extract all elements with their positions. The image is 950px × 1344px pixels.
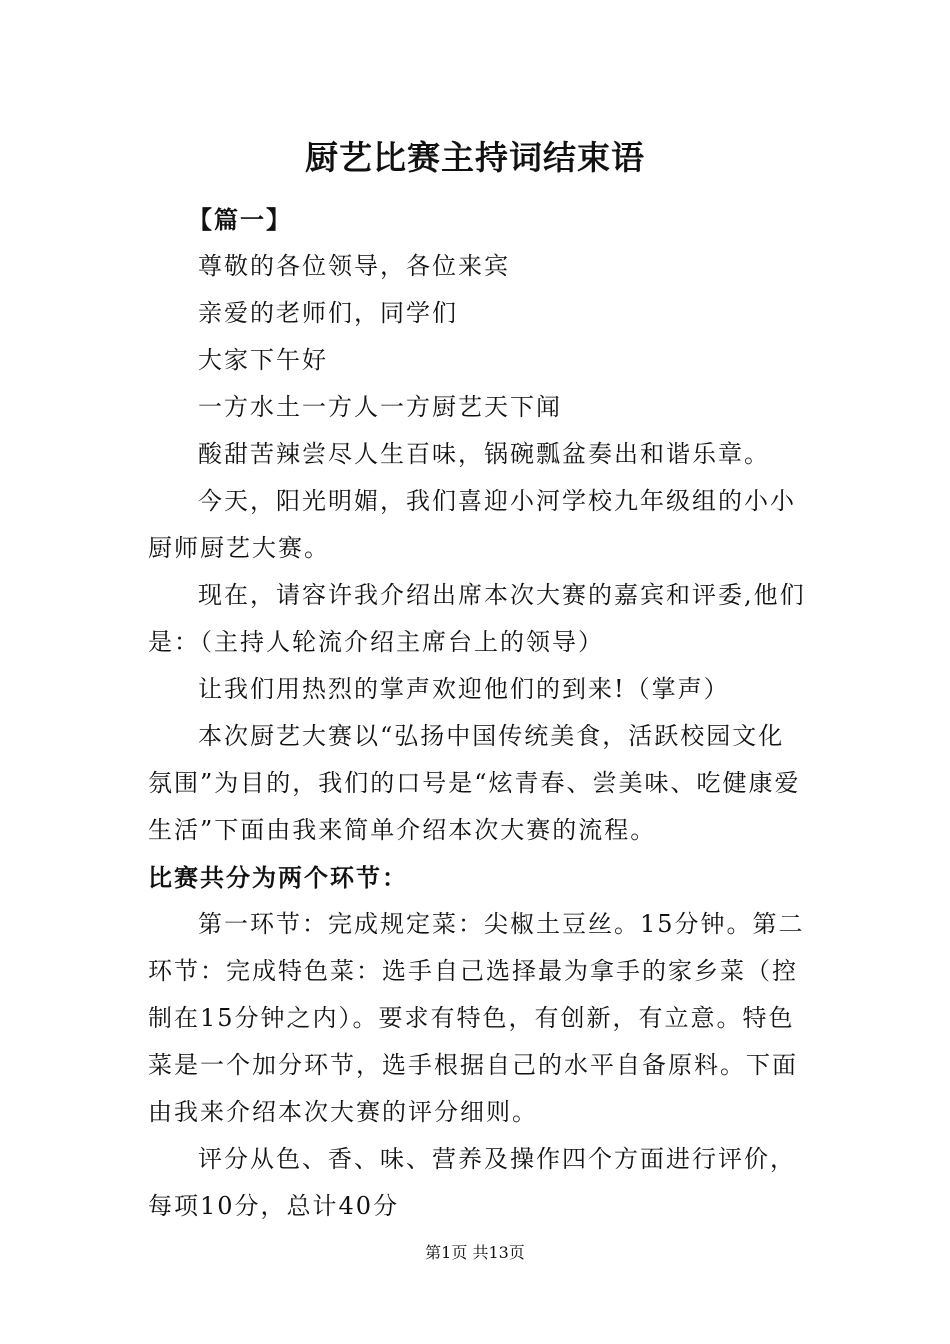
subheading: 比赛共分为两个环节：	[148, 863, 408, 892]
paragraph: 评分从色、香、味、营养及操作四个方面进行评价，每项10分，总计40分	[148, 1145, 796, 1220]
paragraph: 让我们用热烈的掌声欢迎他们的到来!（掌声）	[198, 675, 730, 703]
section-heading: 【篇一】	[188, 205, 292, 234]
paragraph: 第一环节：完成规定菜：尖椒土豆丝。15分钟。第二环节：完成特色菜：选手自己选择最为拿手的家乡菜（控制在15分钟之内）。要求有特色，有创新，有立意。特色菜是一个加分环节，选手根据自己的水平自备原料。下面由我来介绍本次大赛的评分细则。	[148, 910, 805, 1126]
paragraph: 亲爱的老师们，同学们	[198, 299, 458, 327]
paragraph: 尊敬的各位领导，各位来宾	[198, 252, 510, 280]
paragraph: 现在，请容许我介绍出席本次大赛的嘉宾和评委,他们是：（主持人轮流介绍主席台上的领导）	[148, 581, 806, 656]
paragraph: 酸甜苦辣尝尽人生百味，锅碗瓢盆奏出和谐乐章。	[198, 440, 770, 468]
paragraph: 本次厨艺大赛以“弘扬中国传统美食，活跃校园文化氛围”为目的，我们的口号是“炫青春、尝美味、吃健康爱生活”下面由我来简单介绍本次大赛的流程。	[148, 722, 801, 844]
page-footer: 第1页 共13页	[425, 1243, 525, 1262]
paragraph: 一方水土一方人一方厨艺天下闻	[198, 393, 562, 421]
document-body	[148, 196, 808, 1230]
paragraph: 大家下午好	[198, 346, 328, 374]
paragraph: 今天，阳光明媚，我们喜迎小河学校九年级组的小小厨师厨艺大赛。	[148, 487, 796, 562]
document-title: 厨艺比赛主持词结束语	[305, 138, 645, 177]
